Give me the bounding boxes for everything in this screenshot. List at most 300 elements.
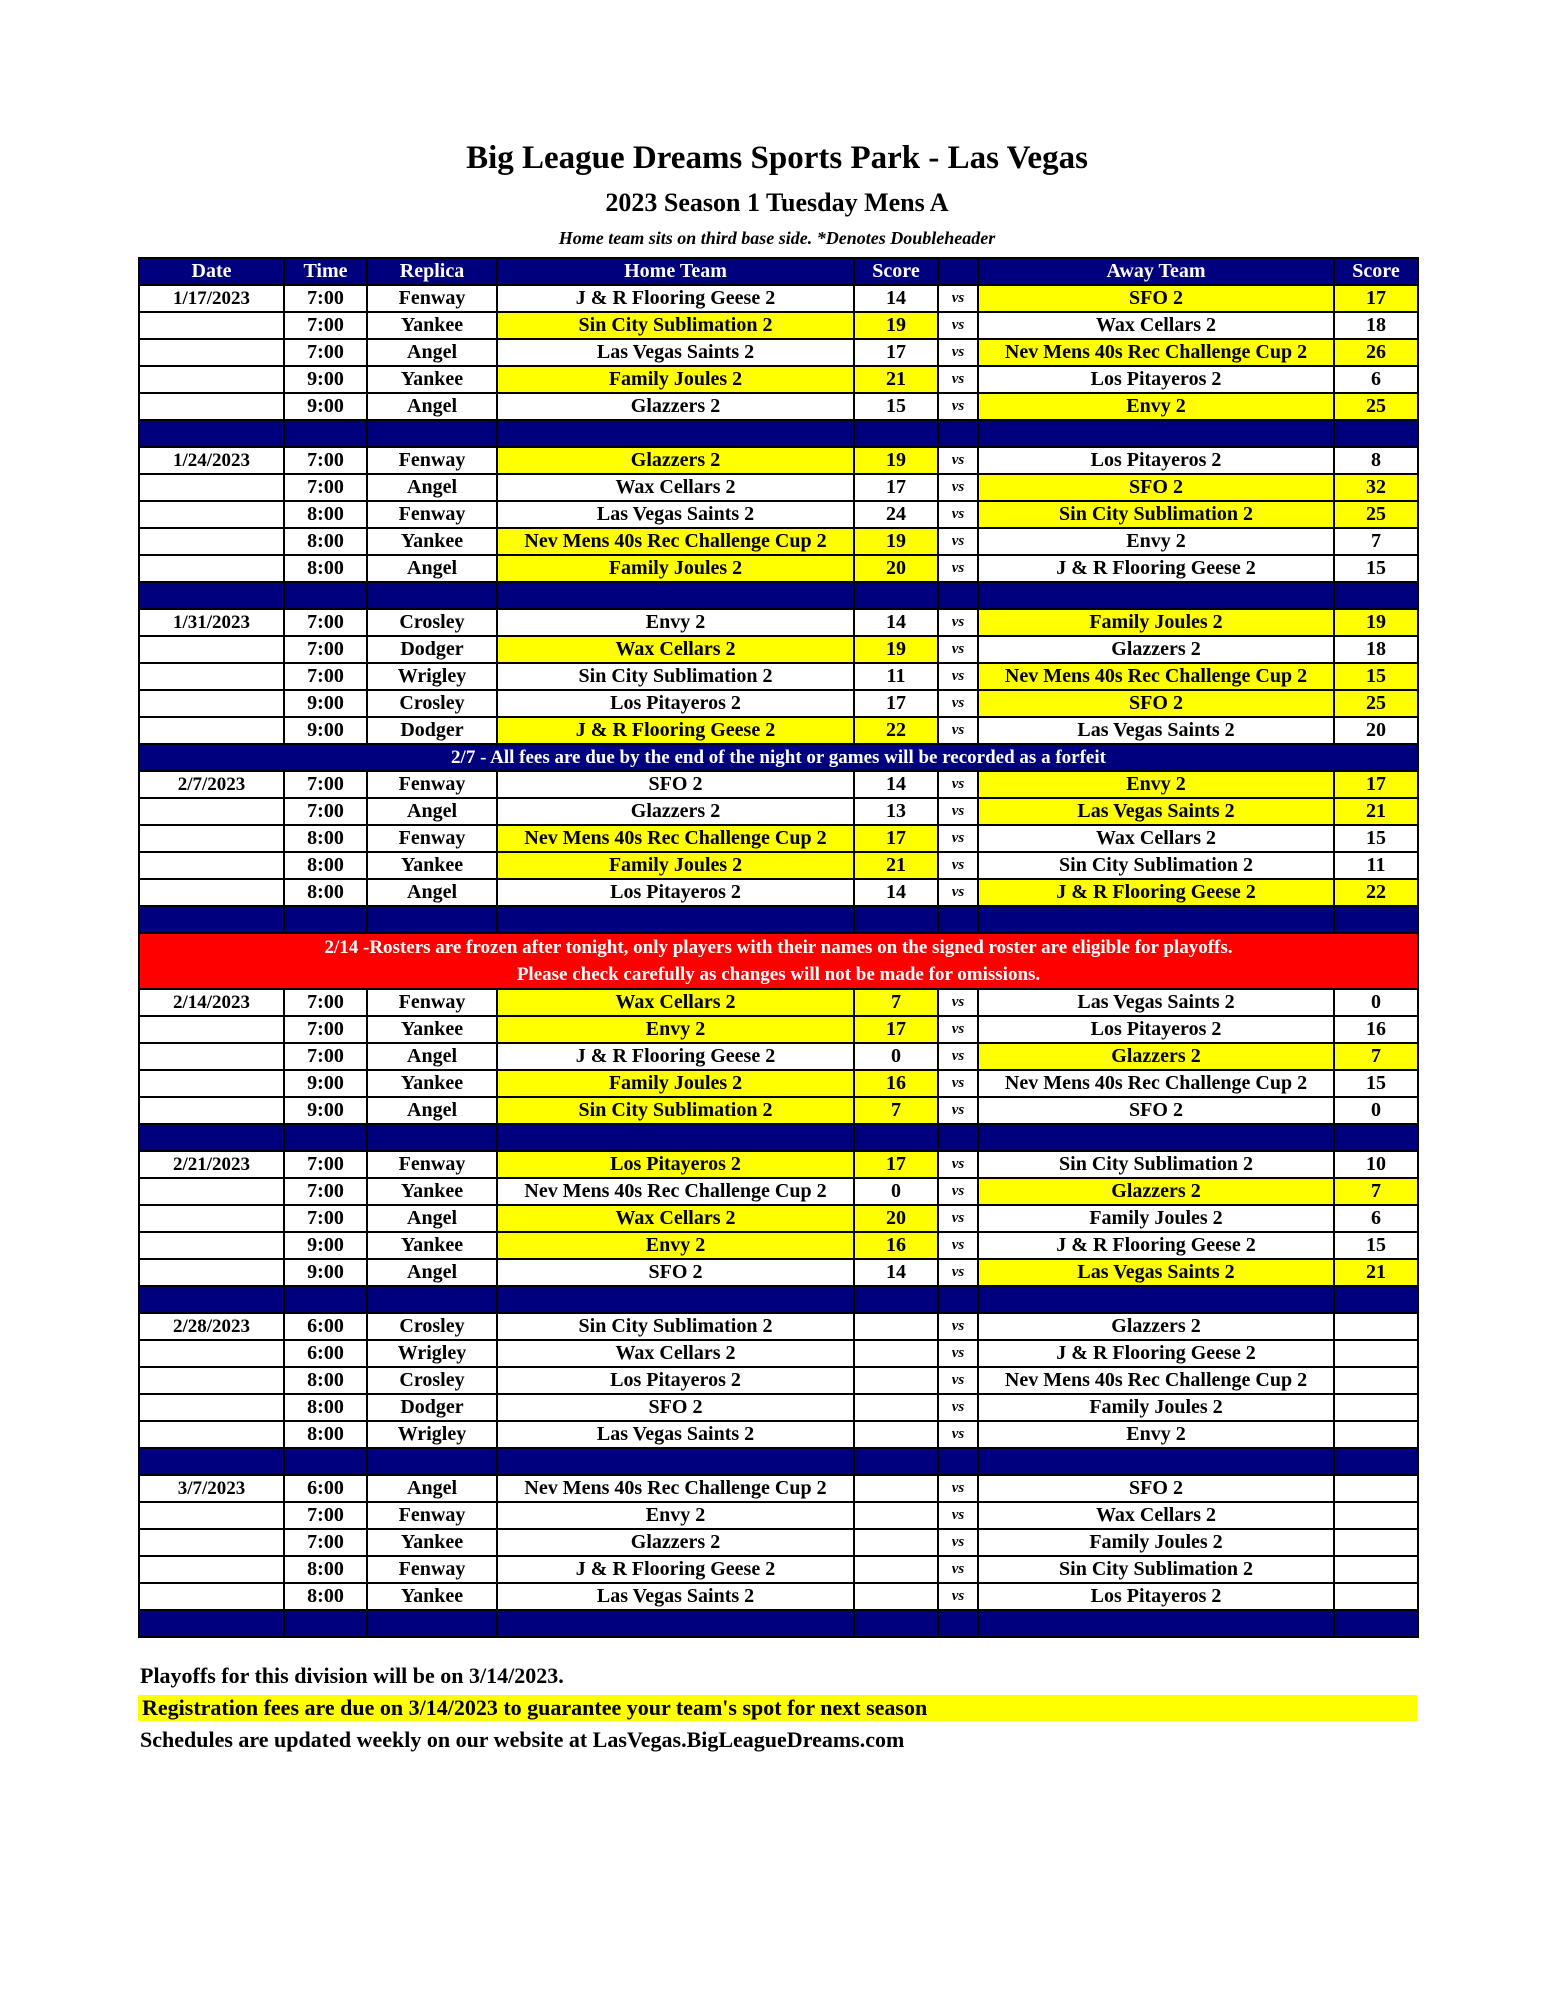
separator-cell: [854, 1124, 938, 1151]
game-time: 7:00: [284, 1529, 367, 1556]
game-row: [139, 501, 1418, 528]
game-field: Angel: [367, 393, 497, 420]
game-field: Yankee: [367, 1583, 497, 1610]
away-score: 0: [1334, 1097, 1418, 1124]
home-score: [854, 1529, 938, 1556]
away-team: Envy 2: [978, 393, 1334, 420]
separator-cell: [978, 1448, 1334, 1475]
away-score: 18: [1334, 636, 1418, 663]
game-time: 6:00: [284, 1340, 367, 1367]
separator-cell: [854, 582, 938, 609]
separator-cell: [854, 1610, 938, 1637]
separator-cell: [1334, 906, 1418, 933]
game-row: [139, 825, 1418, 852]
separator-cell: [854, 420, 938, 447]
home-team: Sin City Sublimation 2: [497, 1097, 854, 1124]
away-score: 18: [1334, 312, 1418, 339]
vs-label: vs: [938, 528, 978, 555]
away-score: [1334, 1367, 1418, 1394]
home-team: Glazzers 2: [497, 393, 854, 420]
game-row: [139, 1178, 1418, 1205]
vs-label: vs: [938, 717, 978, 744]
home-score: 14: [854, 609, 938, 636]
home-score: 17: [854, 474, 938, 501]
away-score: 21: [1334, 1259, 1418, 1286]
away-team: SFO 2: [978, 1097, 1334, 1124]
vs-label: vs: [938, 1313, 978, 1340]
away-team: SFO 2: [978, 1475, 1334, 1502]
away-team: Glazzers 2: [978, 1313, 1334, 1340]
game-row: [139, 312, 1418, 339]
vs-label: vs: [938, 1043, 978, 1070]
game-row: [139, 1259, 1418, 1286]
game-date: [139, 1367, 284, 1394]
game-time: 7:00: [284, 663, 367, 690]
vs-label: vs: [938, 555, 978, 582]
away-score: 15: [1334, 555, 1418, 582]
game-time: 8:00: [284, 1583, 367, 1610]
away-score: 10: [1334, 1151, 1418, 1178]
registration-note: Registration fees are due on 3/14/2023 to guarantee your team's spot for next season: [138, 1695, 1417, 1721]
game-date: [139, 1502, 284, 1529]
away-score: [1334, 1583, 1418, 1610]
away-team: Family Joules 2: [978, 1394, 1334, 1421]
separator-cell: [367, 1286, 497, 1313]
away-score: [1334, 1394, 1418, 1421]
separator-cell: [1334, 420, 1418, 447]
separator-cell: [284, 1610, 367, 1637]
home-score: [854, 1502, 938, 1529]
roster-notice-line2: Please check carefully as changes will not be made for omissions.: [516, 964, 1041, 985]
game-field: Dodger: [367, 717, 497, 744]
home-score: 14: [854, 285, 938, 312]
home-score: 0: [854, 1178, 938, 1205]
home-team: Family Joules 2: [497, 555, 854, 582]
home-team: Las Vegas Saints 2: [497, 501, 854, 528]
separator-cell: [854, 1448, 938, 1475]
game-date: [139, 393, 284, 420]
home-score: 16: [854, 1070, 938, 1097]
separator-cell: [139, 1124, 284, 1151]
game-field: Crosley: [367, 690, 497, 717]
home-team: Sin City Sublimation 2: [497, 312, 854, 339]
separator-cell: [367, 906, 497, 933]
game-date: [139, 366, 284, 393]
game-time: 6:00: [284, 1475, 367, 1502]
game-date: [139, 1259, 284, 1286]
away-score: 25: [1334, 501, 1418, 528]
game-date: [139, 825, 284, 852]
game-time: 8:00: [284, 501, 367, 528]
game-time: 7:00: [284, 474, 367, 501]
home-team: Glazzers 2: [497, 1529, 854, 1556]
home-team: Nev Mens 40s Rec Challenge Cup 2: [497, 528, 854, 555]
away-score: 0: [1334, 989, 1418, 1016]
game-field: Dodger: [367, 1394, 497, 1421]
separator-cell: [284, 420, 367, 447]
vs-label: vs: [938, 1070, 978, 1097]
game-row: [139, 447, 1418, 474]
separator-cell: [139, 420, 284, 447]
separator-cell: [367, 1448, 497, 1475]
game-field: Fenway: [367, 501, 497, 528]
vs-label: vs: [938, 447, 978, 474]
game-date: [139, 1421, 284, 1448]
game-field: Angel: [367, 474, 497, 501]
home-team: SFO 2: [497, 1259, 854, 1286]
away-team: Nev Mens 40s Rec Challenge Cup 2: [978, 339, 1334, 366]
home-team: Las Vegas Saints 2: [497, 1583, 854, 1610]
game-time: 7:00: [284, 1043, 367, 1070]
game-date: [139, 528, 284, 555]
home-team: Los Pitayeros 2: [497, 1367, 854, 1394]
game-row: [139, 474, 1418, 501]
separator-cell: [978, 1286, 1334, 1313]
away-team: Envy 2: [978, 1421, 1334, 1448]
game-time: 9:00: [284, 690, 367, 717]
vs-label: vs: [938, 501, 978, 528]
separator-cell: [978, 1610, 1334, 1637]
game-time: 7:00: [284, 1502, 367, 1529]
home-score: 15: [854, 393, 938, 420]
game-time: 7:00: [284, 312, 367, 339]
vs-label: vs: [938, 1097, 978, 1124]
away-team: Las Vegas Saints 2: [978, 1259, 1334, 1286]
away-team: Sin City Sublimation 2: [978, 852, 1334, 879]
vs-label: vs: [938, 825, 978, 852]
schedule-header-row: [139, 258, 1418, 285]
vs-label: vs: [938, 1475, 978, 1502]
game-field: Angel: [367, 1259, 497, 1286]
home-score: 16: [854, 1232, 938, 1259]
game-row: [139, 771, 1418, 798]
separator-cell: [367, 582, 497, 609]
week-separator-row: [139, 1448, 1418, 1475]
game-row: [139, 717, 1418, 744]
game-field: Yankee: [367, 366, 497, 393]
away-team: Glazzers 2: [978, 1043, 1334, 1070]
vs-label: vs: [938, 1394, 978, 1421]
column-header-home-score: Score: [854, 258, 938, 285]
away-score: 15: [1334, 1070, 1418, 1097]
home-team: Las Vegas Saints 2: [497, 1421, 854, 1448]
separator-cell: [497, 582, 854, 609]
home-score: 21: [854, 366, 938, 393]
home-team: Wax Cellars 2: [497, 636, 854, 663]
home-team: Los Pitayeros 2: [497, 879, 854, 906]
away-team: Los Pitayeros 2: [978, 366, 1334, 393]
game-field: Angel: [367, 798, 497, 825]
game-date: [139, 636, 284, 663]
home-score: 11: [854, 663, 938, 690]
column-header-date: Date: [139, 258, 284, 285]
away-score: 20: [1334, 717, 1418, 744]
game-row: [139, 1205, 1418, 1232]
game-row: [139, 636, 1418, 663]
game-field: Angel: [367, 339, 497, 366]
home-score: 7: [854, 1097, 938, 1124]
game-row: [139, 852, 1418, 879]
game-field: Yankee: [367, 1529, 497, 1556]
home-score: 17: [854, 1151, 938, 1178]
game-field: Yankee: [367, 1070, 497, 1097]
home-score: 20: [854, 1205, 938, 1232]
game-field: Yankee: [367, 1232, 497, 1259]
separator-cell: [938, 582, 978, 609]
game-field: Yankee: [367, 1016, 497, 1043]
home-team: Envy 2: [497, 1016, 854, 1043]
column-header-away-score: Score: [1334, 258, 1418, 285]
home-team: Glazzers 2: [497, 798, 854, 825]
game-field: Wrigley: [367, 663, 497, 690]
game-field: Crosley: [367, 609, 497, 636]
home-team: Nev Mens 40s Rec Challenge Cup 2: [497, 1475, 854, 1502]
away-score: 21: [1334, 798, 1418, 825]
game-field: Angel: [367, 1043, 497, 1070]
game-row: [139, 1232, 1418, 1259]
game-time: 8:00: [284, 1394, 367, 1421]
game-date: 3/7/2023: [139, 1475, 284, 1502]
game-time: 8:00: [284, 528, 367, 555]
game-row: [139, 1529, 1418, 1556]
game-row: [139, 555, 1418, 582]
vs-label: vs: [938, 1016, 978, 1043]
home-score: 17: [854, 690, 938, 717]
game-row: [139, 1394, 1418, 1421]
away-score: 7: [1334, 1043, 1418, 1070]
home-team: Family Joules 2: [497, 1070, 854, 1097]
game-row: [139, 339, 1418, 366]
home-team: J & R Flooring Geese 2: [497, 1043, 854, 1070]
game-field: Yankee: [367, 312, 497, 339]
away-team: Las Vegas Saints 2: [978, 989, 1334, 1016]
game-row: [139, 1421, 1418, 1448]
game-row: [139, 1313, 1418, 1340]
game-date: [139, 1043, 284, 1070]
game-field: Fenway: [367, 1556, 497, 1583]
home-team: Los Pitayeros 2: [497, 690, 854, 717]
page-subtitle: 2023 Season 1 Tuesday Mens A: [605, 188, 949, 217]
game-time: 8:00: [284, 879, 367, 906]
game-time: 9:00: [284, 1070, 367, 1097]
home-team: Nev Mens 40s Rec Challenge Cup 2: [497, 825, 854, 852]
game-time: 8:00: [284, 852, 367, 879]
away-team: Glazzers 2: [978, 636, 1334, 663]
fee-notice-row: [139, 744, 1418, 771]
game-date: [139, 879, 284, 906]
game-date: [139, 501, 284, 528]
away-score: 19: [1334, 609, 1418, 636]
game-row: [139, 528, 1418, 555]
separator-cell: [978, 420, 1334, 447]
game-time: 7:00: [284, 636, 367, 663]
game-date: [139, 852, 284, 879]
vs-label: vs: [938, 690, 978, 717]
column-header-home-team: Home Team: [497, 258, 854, 285]
vs-label: vs: [938, 852, 978, 879]
game-field: Angel: [367, 555, 497, 582]
home-team: Wax Cellars 2: [497, 474, 854, 501]
game-row: [139, 1151, 1418, 1178]
home-score: [854, 1367, 938, 1394]
away-score: 7: [1334, 528, 1418, 555]
game-date: 1/24/2023: [139, 447, 284, 474]
home-score: [854, 1394, 938, 1421]
vs-label: vs: [938, 1178, 978, 1205]
game-time: 7:00: [284, 1205, 367, 1232]
away-team: Nev Mens 40s Rec Challenge Cup 2: [978, 1070, 1334, 1097]
playoffs-note: Playoffs for this division will be on 3/14/2023.: [140, 1663, 564, 1688]
game-date: [139, 1178, 284, 1205]
game-row: [139, 1016, 1418, 1043]
vs-label: vs: [938, 879, 978, 906]
separator-cell: [284, 1124, 367, 1151]
away-score: [1334, 1421, 1418, 1448]
separator-cell: [497, 1610, 854, 1637]
vs-label: vs: [938, 1556, 978, 1583]
game-date: [139, 1232, 284, 1259]
game-field: Angel: [367, 1205, 497, 1232]
separator-cell: [497, 1124, 854, 1151]
vs-label: vs: [938, 474, 978, 501]
game-time: 8:00: [284, 555, 367, 582]
game-date: [139, 1340, 284, 1367]
home-team: Family Joules 2: [497, 852, 854, 879]
game-time: 9:00: [284, 1232, 367, 1259]
vs-label: vs: [938, 1421, 978, 1448]
away-score: 16: [1334, 1016, 1418, 1043]
separator-cell: [938, 1286, 978, 1313]
game-row: [139, 1502, 1418, 1529]
separator-cell: [938, 420, 978, 447]
home-team: Wax Cellars 2: [497, 1340, 854, 1367]
game-row: [139, 1556, 1418, 1583]
separator-cell: [284, 1286, 367, 1313]
separator-cell: [938, 1448, 978, 1475]
game-row: [139, 1367, 1418, 1394]
game-time: 7:00: [284, 771, 367, 798]
away-team: SFO 2: [978, 474, 1334, 501]
game-row: [139, 366, 1418, 393]
away-team: Nev Mens 40s Rec Challenge Cup 2: [978, 663, 1334, 690]
away-team: SFO 2: [978, 285, 1334, 312]
schedule-table: [138, 257, 1419, 1638]
game-row: [139, 393, 1418, 420]
home-score: 14: [854, 879, 938, 906]
game-field: Fenway: [367, 825, 497, 852]
home-team: Glazzers 2: [497, 447, 854, 474]
game-time: 7:00: [284, 285, 367, 312]
game-field: Angel: [367, 879, 497, 906]
vs-label: vs: [938, 339, 978, 366]
fee-notice: 2/7 - All fees are due by the end of the night or games will be recorded as a forfeit: [139, 744, 1418, 771]
away-team: Sin City Sublimation 2: [978, 1151, 1334, 1178]
away-team: Wax Cellars 2: [978, 1502, 1334, 1529]
away-score: 26: [1334, 339, 1418, 366]
vs-label: vs: [938, 1259, 978, 1286]
game-row: [139, 609, 1418, 636]
separator-cell: [1334, 1286, 1418, 1313]
separator-cell: [139, 1610, 284, 1637]
vs-label: vs: [938, 989, 978, 1016]
separator-cell: [978, 906, 1334, 933]
separator-cell: [139, 1448, 284, 1475]
away-score: [1334, 1502, 1418, 1529]
separator-cell: [139, 582, 284, 609]
away-team: Los Pitayeros 2: [978, 447, 1334, 474]
separator-cell: [284, 582, 367, 609]
game-date: 2/28/2023: [139, 1313, 284, 1340]
vs-label: vs: [938, 798, 978, 825]
game-field: Angel: [367, 1475, 497, 1502]
roster-notice-line1: 2/14 -Rosters are frozen after tonight, only players with their names on the signed roster are eligible for playoffs.: [324, 937, 1233, 958]
game-time: 8:00: [284, 1421, 367, 1448]
game-field: Dodger: [367, 636, 497, 663]
game-time: 8:00: [284, 1367, 367, 1394]
game-time: 9:00: [284, 366, 367, 393]
separator-cell: [854, 906, 938, 933]
away-team: Envy 2: [978, 771, 1334, 798]
home-score: 19: [854, 528, 938, 555]
separator-cell: [978, 1124, 1334, 1151]
away-team: Sin City Sublimation 2: [978, 1556, 1334, 1583]
column-header-replica: Replica: [367, 258, 497, 285]
away-score: 11: [1334, 852, 1418, 879]
schedule-body: [139, 285, 1418, 1637]
away-score: 6: [1334, 366, 1418, 393]
game-date: [139, 1070, 284, 1097]
game-date: 1/17/2023: [139, 285, 284, 312]
home-team: Sin City Sublimation 2: [497, 1313, 854, 1340]
game-row: [139, 989, 1418, 1016]
game-date: [139, 690, 284, 717]
vs-label: vs: [938, 1151, 978, 1178]
home-score: 19: [854, 447, 938, 474]
home-score: [854, 1340, 938, 1367]
separator-cell: [497, 1286, 854, 1313]
away-score: 15: [1334, 825, 1418, 852]
home-score: [854, 1475, 938, 1502]
away-score: 15: [1334, 663, 1418, 690]
game-row: [139, 1070, 1418, 1097]
away-team: Sin City Sublimation 2: [978, 501, 1334, 528]
separator-cell: [854, 1286, 938, 1313]
game-time: 9:00: [284, 1259, 367, 1286]
home-score: 14: [854, 1259, 938, 1286]
game-field: Crosley: [367, 1313, 497, 1340]
game-time: 8:00: [284, 825, 367, 852]
away-team: Nev Mens 40s Rec Challenge Cup 2: [978, 1367, 1334, 1394]
game-row: [139, 1097, 1418, 1124]
column-header-time: Time: [284, 258, 367, 285]
vs-label: vs: [938, 1232, 978, 1259]
away-team: Family Joules 2: [978, 1529, 1334, 1556]
vs-label: vs: [938, 1583, 978, 1610]
game-time: 7:00: [284, 1178, 367, 1205]
home-score: 17: [854, 339, 938, 366]
game-field: Wrigley: [367, 1340, 497, 1367]
separator-cell: [284, 906, 367, 933]
game-date: 1/31/2023: [139, 609, 284, 636]
separator-cell: [938, 906, 978, 933]
away-team: Glazzers 2: [978, 1178, 1334, 1205]
away-score: 17: [1334, 285, 1418, 312]
separator-cell: [367, 420, 497, 447]
home-team: Wax Cellars 2: [497, 1205, 854, 1232]
away-team: J & R Flooring Geese 2: [978, 879, 1334, 906]
vs-label: vs: [938, 663, 978, 690]
week-separator-row: [139, 420, 1418, 447]
